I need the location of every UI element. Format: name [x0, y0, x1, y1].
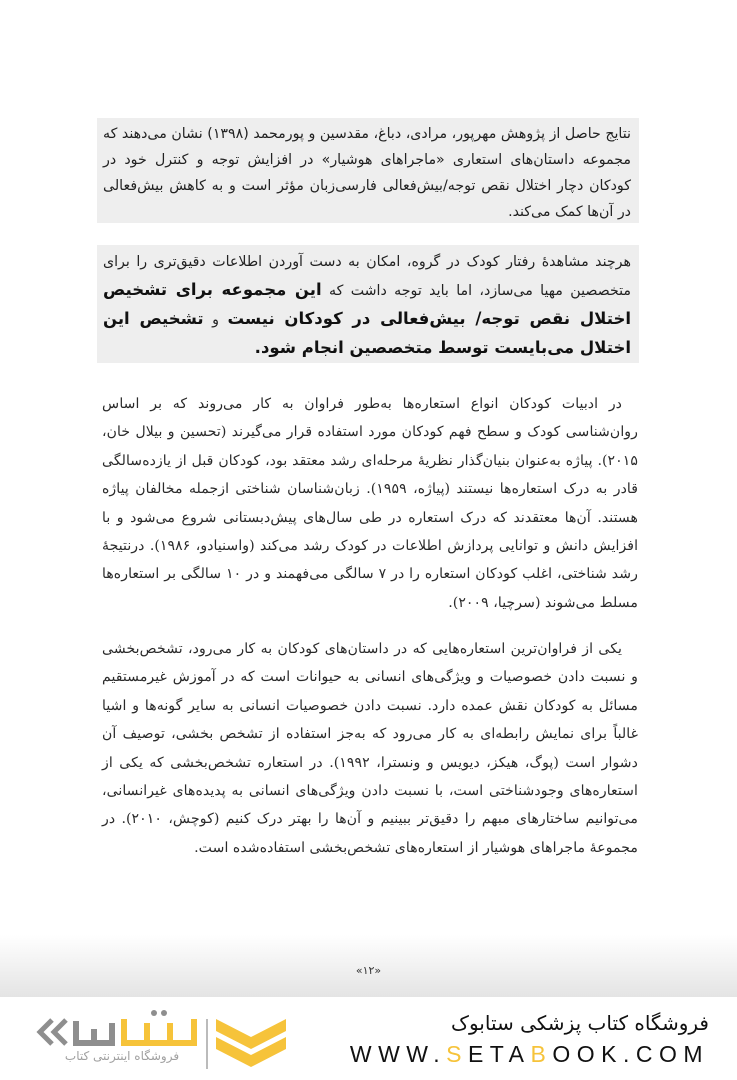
highlight-box-diagnosis-note — [97, 245, 639, 363]
highlight-box-research-results — [97, 118, 639, 223]
setabook-wordmark-icon — [72, 1009, 202, 1049]
highlight-box-2-bold-2: تشخیص این اختلال می‌بایست توسط متخصصین انجام شود. — [103, 309, 631, 357]
url-highlight-s: S — [446, 1041, 468, 1067]
body-paragraph-metaphors — [102, 390, 638, 617]
yellow-chevron-emblem-icon — [216, 1015, 286, 1071]
setabook-logo[interactable] — [36, 1009, 286, 1071]
double-chevron-left-icon — [36, 1017, 70, 1047]
highlight-box-2-plain-1: هرچند مشاهدهٔ رفتار کودک در گروه، امکان به دست آوردن اطلاعات دقیق‌تری را برای متخصصین مهیا می‌سازد، اما باید توجه داشت که — [103, 254, 631, 299]
highlight-box-1-text: نتایج حاصل از پژوهش مهرپور، مرادی، دباغ، مقدسین و پورمحمد (۱۳۹۸) نشان می‌دهند که مجموعه داستان‌های استعاری «ماجراهای هوشیار» در افزایش توجه و کنترل خود در کودکان دچار اختلال نقص توجه/بیش‌فعالی فارسی‌زبان مؤثر است و به کاهش بیش‌فعالی در آن‌ها کمک می‌کند. — [103, 126, 631, 220]
url-part-1: WWW. — [349, 1041, 447, 1067]
logo-tagline: فروشگاه اینترنتی کتاب — [64, 1049, 180, 1063]
paragraph-2: یکی از فراوان‌ترین استعاره‌هایی که در داستان‌های کودکان به کار می‌رود، تشخص‌بخشی و نسبت دادن خصوصیات و ویژگی‌های انسانی به حیوانات است که در آموزش غیرمستقیم مسائل به کودکان نقش عمده دارد. نسبت دادن خصوصیات انسانی به سایر گونه‌ها و اشیا غالباً برای نمایش رابطه‌ای به کار می‌رود که به‌جز استفاده از تشخص بخشی، توصیف آن دشوار است (پوگ، هیکز، دیویس و ونسترا، ۱۹۹۲). در استعاره تشخص‌بخشی که یکی از استعاره‌های وجودشناختی است، با نسبت دادن ویژگی‌های انسانی به پدیده‌های غیرانسانی، می‌توانیم ساختارهای مبهم را دقیق‌تر ببینیم و آن‌ها را بهتر درک کنیم (کوچش، ۲۰۱۰). در مجموعهٔ ماجراهای هوشیار از استعاره‌های تشخص‌بخشی استفاده‌شده است. — [102, 641, 638, 856]
highlight-box-2-plain-2: و — [203, 312, 228, 328]
body-paragraph-personification — [102, 635, 638, 862]
highlight-box-2-bold-1: این مجموعه برای تشخیص اختلال نقص توجه/ بیش‌فعالی در کودکان نیست — [103, 280, 631, 328]
page-number: «۱۲» — [355, 964, 382, 977]
logo-divider — [206, 1019, 208, 1069]
store-url-link[interactable] — [350, 1041, 709, 1068]
paragraph-1: در ادبیات کودکان انواع استعاره‌ها به‌طور فراوان به کار می‌روند که بر اساس روان‌شناسی کودک و سطح فهم کودکان مورد استفاده قرار می‌گیرند (تحسین و بیلال خان، ۲۰۱۵). پیاژه به‌عنوان بنیان‌گذار نظریهٔ مرحله‌ای رشد معتقد بود، کودکان قبل از یازده‌سالگی قادر به درک استعاره‌ها نیستند (پیاژه، ۱۹۵۹). زبان‌شناسان شناختی ازجمله مخالفان پیاژه هستند. آن‌ها معتقدند که درک استعاره در طی سال‌های پیش‌دبستانی شروع می‌شود و با افزایش دانش و توانایی پردازش اطلاعات در کودک رشد می‌کند (واسنیادو، ۱۹۸۶). درنتیجهٔ رشد شناختی، اغلب کودکان استعاره را در ۷ سالگی می‌فهمند و در ۱۰ سالگی بر استعاره‌ها مسلط می‌شوند (سرچیا، ۲۰۰۹). — [102, 396, 639, 611]
url-part-3: OOK.COM — [552, 1041, 709, 1067]
store-title: فروشگاه کتاب پزشکی ستابوک — [451, 1011, 709, 1035]
store-footer-banner — [0, 997, 737, 1080]
url-part-2: ETA — [467, 1041, 531, 1067]
url-highlight-b: B — [530, 1041, 553, 1067]
